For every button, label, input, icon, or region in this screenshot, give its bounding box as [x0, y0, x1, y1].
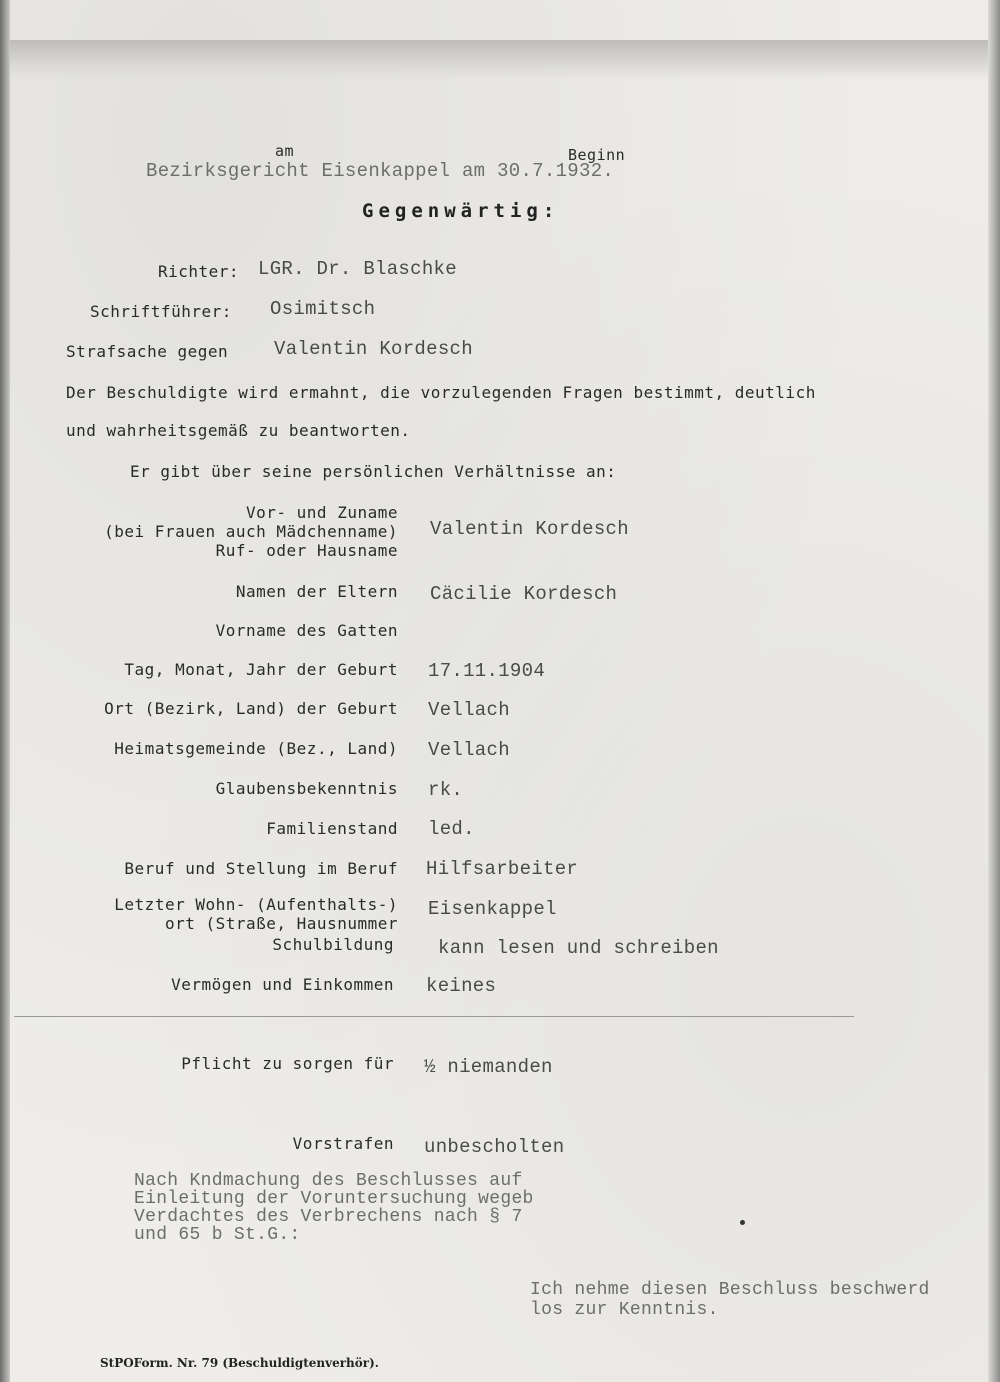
- ink-dot: [740, 1220, 745, 1225]
- scan-edge-right: [988, 0, 1000, 1382]
- birthplace-value: Vellach: [428, 699, 510, 721]
- am-word: am: [461, 160, 486, 182]
- dependents-text: niemanden: [447, 1056, 553, 1078]
- court-place: Eisenkappel: [321, 160, 451, 182]
- name-label-line-3: Ruf- oder Hausname: [215, 541, 398, 560]
- statement-block: [530, 1280, 930, 1320]
- birthplace-label: Ort (Bezirk, Land) der Geburt: [104, 699, 398, 718]
- admonition-line-2: und wahrheitsgemäß zu beantworten.: [66, 421, 411, 440]
- marital-status-label: Familienstand: [266, 819, 398, 838]
- statement-line-2: los zur Kenntnis.: [530, 1300, 719, 1320]
- education-label: Schulbildung: [272, 935, 394, 954]
- case-label: Strafsache gegen: [66, 342, 229, 361]
- present-heading: Gegenwärtig:: [362, 200, 560, 222]
- assets-value: keines: [426, 975, 497, 997]
- dependents-prefix: ½: [424, 1056, 436, 1078]
- clerk-label: Schriftführer:: [90, 302, 232, 321]
- court-label: Bezirksgericht: [146, 160, 310, 182]
- residence-label-line-1: Letzter Wohn- (Aufenthalts-): [114, 895, 398, 914]
- am-insert: am: [275, 142, 295, 160]
- parents-value: Cäcilie Kordesch: [430, 583, 618, 605]
- resolution-line-3: Verdachtes des Verbrechens nach § 7: [134, 1207, 523, 1227]
- residence-label-line-2: ort (Straße, Hausnummer: [164, 914, 398, 933]
- dependents-value: [424, 1056, 553, 1078]
- occupation-label: Beruf und Stellung im Beruf: [124, 859, 398, 878]
- occupation-value: Hilfsarbeiter: [426, 858, 579, 880]
- parents-label: Namen der Eltern: [235, 582, 398, 601]
- residence-label: [114, 895, 398, 933]
- section-divider: [14, 1016, 854, 1017]
- home-municipality-label: Heimatsgemeinde (Bez., Land): [114, 739, 398, 758]
- home-municipality-value: Vellach: [428, 739, 510, 761]
- court-line: [146, 160, 614, 182]
- priors-label: Vorstrafen: [292, 1134, 394, 1153]
- resolution-block: [134, 1172, 534, 1244]
- dependents-label: Pflicht zu sorgen für: [181, 1054, 394, 1073]
- resolution-line-2: Einleitung der Voruntersuchung wegeb: [134, 1189, 534, 1209]
- scan-shadow-band: [0, 40, 1000, 80]
- name-label-line-2: (bei Frauen auch Mädchenname): [104, 522, 398, 541]
- admonition-line-1: Der Beschuldigte wird ermahnt, die vorzulegenden Fragen bestimmt, deutlich: [66, 383, 816, 402]
- resolution-line-4: und 65 b St.G.:: [134, 1225, 301, 1245]
- scan-edge-left: [0, 0, 10, 1382]
- birthdate-value: 17.11.1904: [428, 660, 546, 682]
- judge-value: LGR. Dr. Blaschke: [258, 258, 457, 280]
- name-value: Valentin Kordesch: [430, 518, 629, 540]
- religion-value: rk.: [428, 779, 464, 801]
- resolution-line-1: Nach Kndmachung des Beschlusses auf: [134, 1171, 523, 1191]
- form-number: StPOForm. Nr. 79 (Beschuldigtenverhör).: [100, 1356, 379, 1370]
- religion-label: Glaubensbekenntnis: [215, 779, 398, 798]
- name-label-line-1: Vor- und Zuname: [246, 503, 398, 522]
- clerk-value: Osimitsch: [270, 298, 376, 320]
- name-label: [104, 503, 398, 560]
- residence-value: Eisenkappel: [428, 898, 557, 920]
- beginn-insert: Beginn: [568, 146, 626, 164]
- session-date: 30.7.1932.: [497, 160, 615, 182]
- birthdate-label: Tag, Monat, Jahr der Geburt: [124, 660, 398, 679]
- spouse-label: Vorname des Gatten: [215, 621, 398, 640]
- personal-intro: Er gibt über seine persönlichen Verhältnisse an:: [130, 462, 617, 481]
- priors-value: unbescholten: [424, 1136, 565, 1158]
- assets-label: Vermögen und Einkommen: [171, 975, 394, 994]
- case-value: Valentin Kordesch: [274, 338, 473, 360]
- marital-status-value: led.: [428, 818, 475, 840]
- education-value: kann lesen und schreiben: [438, 937, 719, 959]
- statement-line-1: Ich nehme diesen Beschluss beschwerd: [530, 1280, 930, 1300]
- judge-label: Richter:: [158, 262, 240, 281]
